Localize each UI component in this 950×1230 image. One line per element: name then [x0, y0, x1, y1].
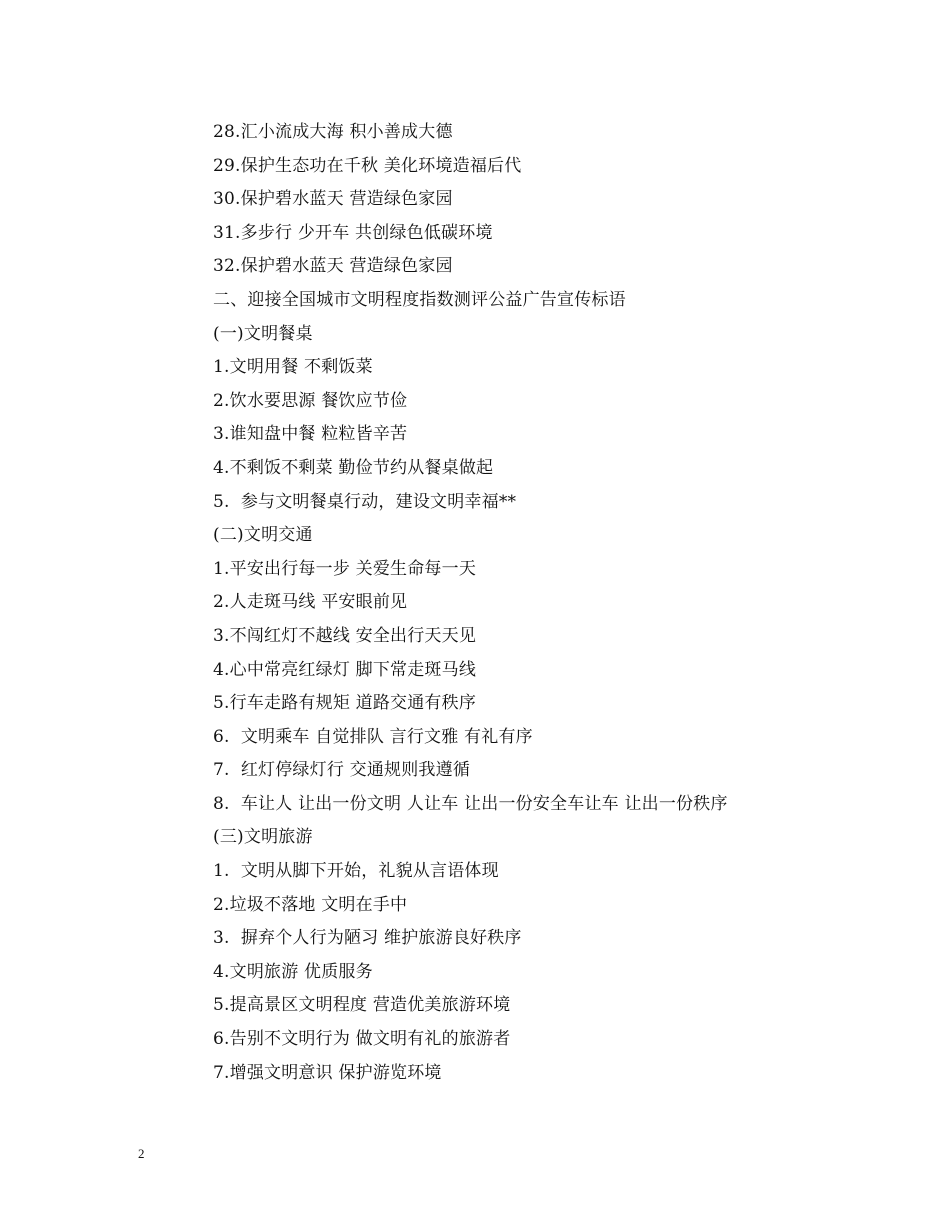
text-line: 4.文明旅游 优质服务 [213, 961, 373, 982]
text-line: 29.保护生态功在千秋 美化环境造福后代 [213, 155, 522, 176]
document-body [213, 116, 833, 1090]
text-line: 7.增强文明意识 保护游览环境 [213, 1062, 442, 1083]
text-line: 6. 文明乘车 自觉排队 言行文雅 有礼有序 [213, 726, 533, 747]
text-line: 5.行车走路有规矩 道路交通有秩序 [213, 693, 477, 714]
subsection-heading: (三)文明旅游 [213, 827, 313, 848]
text-line: 3. 摒弃个人行为陋习 维护旅游良好秩序 [213, 928, 522, 949]
text-line: 4.心中常亮红绿灯 脚下常走斑马线 [213, 659, 477, 680]
text-line: 3.谁知盘中餐 粒粒皆辛苦 [213, 424, 408, 445]
subsection-heading: (一)文明餐桌 [213, 323, 313, 344]
text-line: 1. 文明从脚下开始，礼貌从言语体现 [213, 861, 499, 882]
text-line: 2.垃圾不落地 文明在手中 [213, 894, 408, 915]
text-line: 4.不剩饭不剩菜 勤俭节约从餐桌做起 [213, 457, 494, 478]
page-number: 2 [138, 1146, 145, 1161]
text-line: 1.平安出行每一步 关爱生命每一天 [213, 558, 477, 579]
section-heading: 二、迎接全国城市文明程度指数测评公益广告宣传标语 [213, 289, 626, 310]
text-line: 3.不闯红灯不越线 安全出行天天见 [213, 625, 477, 646]
text-line: 28.汇小流成大海 积小善成大德 [213, 122, 453, 142]
text-line: 31.多步行 少开车 共创绿色低碳环境 [213, 222, 493, 243]
subsection-heading: (二)文明交通 [213, 525, 313, 546]
text-line: 8. 车让人 让出一份文明 人让车 让出一份安全车让车 让出一份秩序 [213, 793, 728, 814]
text-line: 5. 参与文明餐桌行动，建设文明幸福** [213, 491, 517, 512]
text-line: 5.提高景区文明程度 营造优美旅游环境 [213, 995, 511, 1016]
text-line: 30.保护碧水蓝天 营造绿色家园 [213, 189, 453, 210]
text-line: 2.饮水要思源 餐饮应节俭 [213, 390, 408, 411]
text-line: 2.人走斑马线 平安眼前见 [213, 592, 408, 613]
text-line: 6.告别不文明行为 做文明有礼的旅游者 [213, 1029, 511, 1050]
text-line: 7. 红灯停绿灯行 交通规则我遵循 [213, 760, 471, 781]
text-line: 32.保护碧水蓝天 营造绿色家园 [213, 256, 453, 277]
text-line: 1.文明用餐 不剩饭菜 [213, 357, 373, 378]
